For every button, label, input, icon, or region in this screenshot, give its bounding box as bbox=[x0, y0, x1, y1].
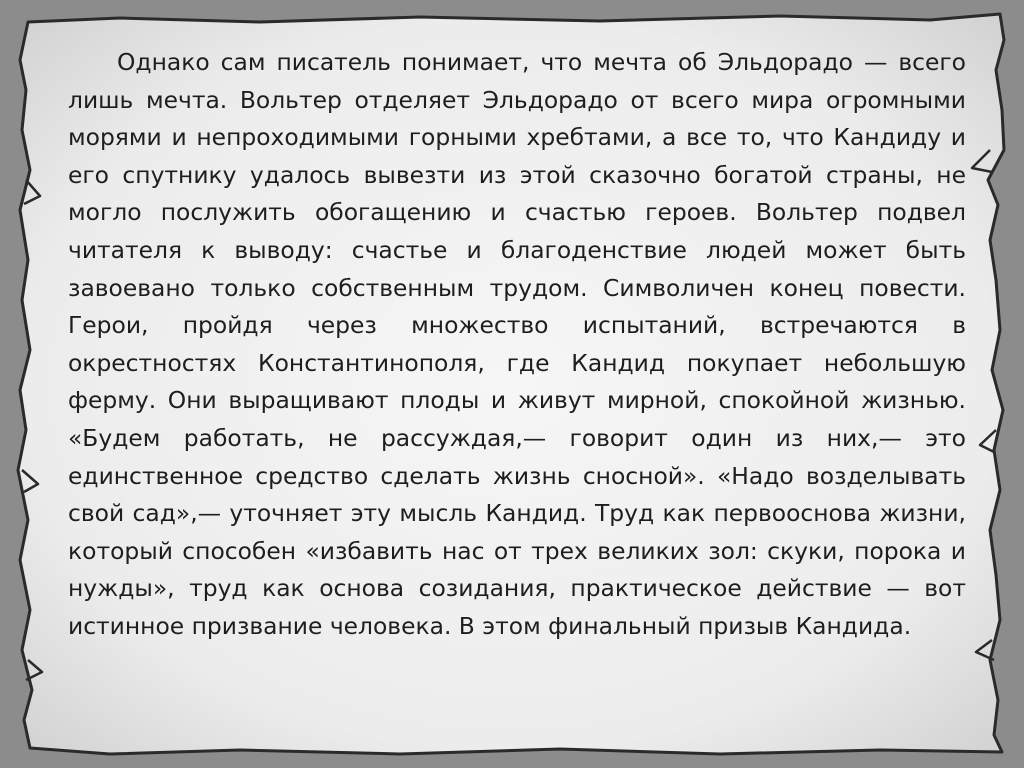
body-paragraph: Однако сам писатель понимает, что мечта об Эльдорадо — всего лишь мечта. Вольтер отделяет Эльдорадо от всего мира огромными морями и непроходимыми горными хребтами, а все то, что Кандиду и его спутнику удалось вывезти из этой сказочно богатой страны, не могло послужить обогащению и счастью героев. Вольтер подвел читателя к выводу: счастье и благоденствие людей может быть завоевано только собственным трудом. Символичен конец повести. Герои, пройдя через множество испытаний, встречаются в окрестностях Константинополя, где Кандид покупает небольшую ферму. Они выращивают плоды и живут мирной, спокойной жизнью. «Будем работать, не рассуждая,— говорит один из них,— это единственное средство сделать жизнь сносной». «Надо возделывать свой сад»,— уточняет эту мысль Кандид. Труд как первооснова жизни, который способен «избавить нас от трех великих зол: скуки, порока и нужды», труд как основа созидания, практическое действие — вот истинное призвание человека. В этом финальный призыв Кандида. bbox=[68, 48, 966, 640]
